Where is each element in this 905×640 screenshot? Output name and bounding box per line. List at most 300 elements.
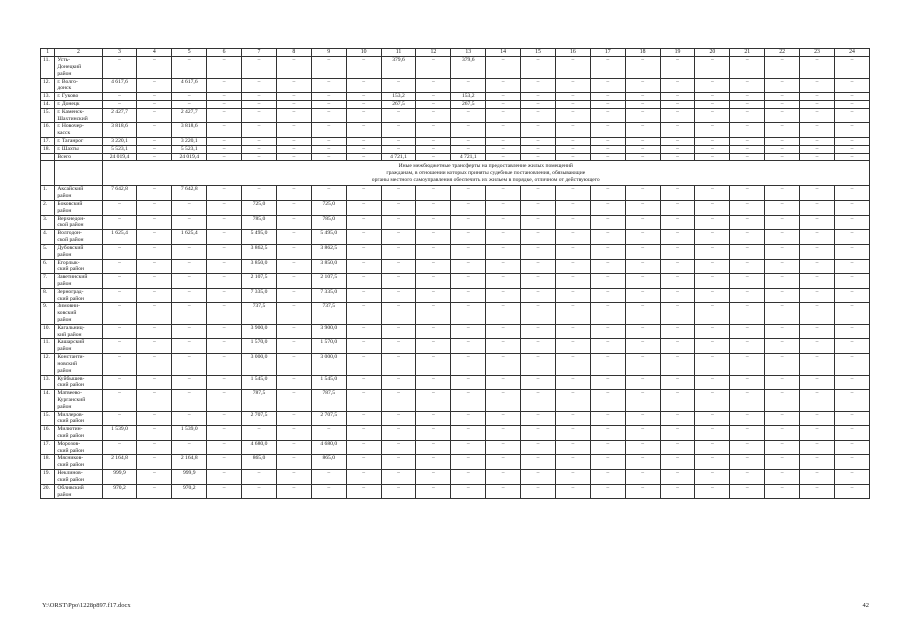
row-number: 6. — [41, 259, 55, 274]
empty-value-cell: – — [416, 324, 451, 339]
empty-value-cell: – — [800, 411, 835, 426]
empty-value-cell: – — [346, 244, 381, 259]
value-cell: 999,9 — [172, 470, 207, 485]
empty-value-cell: – — [346, 484, 381, 499]
empty-value-cell: – — [660, 288, 695, 303]
column-number: 9 — [311, 49, 346, 57]
column-number: 22 — [765, 49, 800, 57]
empty-value-cell: – — [276, 426, 311, 441]
empty-value-cell: – — [834, 201, 869, 216]
empty-value-cell: – — [276, 303, 311, 324]
municipality-name: г. Таганрог — [55, 138, 102, 146]
empty-value-cell: – — [137, 426, 172, 441]
empty-value-cell: – — [590, 354, 625, 375]
empty-value-cell: – — [416, 186, 451, 201]
empty-value-cell: – — [730, 426, 765, 441]
value-cell: 5 523,1 — [102, 145, 137, 153]
empty-value-cell: – — [625, 354, 660, 375]
value-cell: – — [381, 108, 416, 123]
empty-value-cell: – — [695, 324, 730, 339]
value-cell: – — [381, 339, 416, 354]
row-number: 15. — [41, 108, 55, 123]
empty-value-cell: – — [416, 57, 451, 78]
empty-value-cell: – — [276, 259, 311, 274]
value-cell: – — [102, 440, 137, 455]
empty-value-cell: – — [800, 484, 835, 499]
empty-value-cell: – — [834, 411, 869, 426]
value-cell: – — [172, 215, 207, 230]
empty-value-cell: – — [695, 215, 730, 230]
value-cell: – — [102, 288, 137, 303]
table-row — [41, 484, 870, 499]
empty-value-cell: – — [695, 93, 730, 101]
empty-value-cell: – — [730, 230, 765, 245]
empty-value-cell: – — [416, 138, 451, 146]
municipality-name: г. Донецк — [55, 100, 102, 108]
empty-value-cell: – — [660, 303, 695, 324]
column-number: 4 — [137, 49, 172, 57]
table-row — [41, 244, 870, 259]
empty-value-cell: – — [521, 230, 556, 245]
value-cell: – — [102, 93, 137, 101]
empty-value-cell: – — [660, 123, 695, 138]
value-cell: – — [311, 484, 346, 499]
column-number: 10 — [346, 49, 381, 57]
empty-value-cell: – — [346, 123, 381, 138]
empty-value-cell: – — [486, 201, 521, 216]
value-cell: 7 335,0 — [242, 288, 277, 303]
value-cell: – — [242, 145, 277, 153]
value-cell: – — [381, 230, 416, 245]
empty-value-cell: – — [137, 215, 172, 230]
empty-value-cell: – — [834, 123, 869, 138]
table-row — [41, 259, 870, 274]
value-cell: 1 545,0 — [311, 375, 346, 390]
empty-value-cell: – — [486, 153, 521, 161]
value-cell: – — [311, 78, 346, 93]
municipality-name: г. Каменск- Шахтинский — [55, 108, 102, 123]
value-cell: 737,5 — [311, 303, 346, 324]
value-cell: – — [102, 339, 137, 354]
municipality-name: Кашарский район — [55, 339, 102, 354]
empty-value-cell: – — [346, 288, 381, 303]
value-cell: 865,0 — [311, 455, 346, 470]
empty-value-cell: – — [207, 324, 242, 339]
empty-value-cell: – — [276, 440, 311, 455]
empty-value-cell: – — [346, 201, 381, 216]
empty-value-cell: – — [416, 215, 451, 230]
value-cell: – — [172, 274, 207, 289]
empty-value-cell: – — [695, 288, 730, 303]
empty-value-cell: – — [730, 390, 765, 411]
empty-value-cell: – — [137, 100, 172, 108]
municipality-name: Заветинский район — [55, 274, 102, 289]
empty-value-cell: – — [486, 145, 521, 153]
empty-value-cell: – — [276, 484, 311, 499]
row-number: 14. — [41, 390, 55, 411]
empty-value-cell: – — [695, 138, 730, 146]
value-cell: – — [381, 145, 416, 153]
value-cell: – — [242, 153, 277, 161]
empty-value-cell: – — [765, 411, 800, 426]
value-cell: – — [242, 123, 277, 138]
empty-value-cell: – — [416, 100, 451, 108]
empty-value-cell: – — [625, 455, 660, 470]
empty-value-cell: – — [590, 108, 625, 123]
municipality-name: г. Гуково — [55, 93, 102, 101]
empty-value-cell: – — [276, 288, 311, 303]
value-cell: – — [451, 324, 486, 339]
value-cell: – — [381, 484, 416, 499]
empty-value-cell: – — [730, 57, 765, 78]
empty-value-cell: – — [834, 108, 869, 123]
empty-value-cell: – — [765, 108, 800, 123]
empty-value-cell: – — [625, 324, 660, 339]
empty-value-cell: – — [660, 411, 695, 426]
value-cell: 3 850,0 — [311, 259, 346, 274]
value-cell: – — [451, 215, 486, 230]
empty-value-cell: – — [590, 186, 625, 201]
empty-value-cell: – — [137, 138, 172, 146]
row-number: 18. — [41, 145, 55, 153]
municipality-name: Зимовни- ковский район — [55, 303, 102, 324]
value-cell: 787,5 — [242, 390, 277, 411]
empty-value-cell: – — [276, 470, 311, 485]
row-number: 9. — [41, 303, 55, 324]
empty-value-cell: – — [207, 153, 242, 161]
empty-value-cell: – — [416, 470, 451, 485]
empty-value-cell: – — [555, 303, 590, 324]
empty-value-cell: – — [800, 108, 835, 123]
empty-value-cell: – — [834, 354, 869, 375]
value-cell: 2 707,5 — [242, 411, 277, 426]
value-cell: 2 107,5 — [311, 274, 346, 289]
row-number: 10. — [41, 324, 55, 339]
empty-value-cell: – — [660, 230, 695, 245]
empty-value-cell: – — [346, 375, 381, 390]
empty-value-cell: – — [207, 186, 242, 201]
empty-value-cell: – — [276, 244, 311, 259]
empty-value-cell: – — [834, 339, 869, 354]
empty-value-cell: – — [730, 274, 765, 289]
empty-value-cell: – — [137, 339, 172, 354]
row-number: 15. — [41, 411, 55, 426]
empty-value-cell: – — [276, 100, 311, 108]
municipality-name: г. Шахты — [55, 145, 102, 153]
empty-value-cell: – — [800, 303, 835, 324]
empty-value-cell: – — [416, 440, 451, 455]
row-number: 11. — [41, 339, 55, 354]
empty-value-cell: – — [765, 201, 800, 216]
empty-value-cell: – — [834, 244, 869, 259]
table-row — [41, 455, 870, 470]
empty-value-cell: – — [800, 215, 835, 230]
empty-value-cell: – — [207, 440, 242, 455]
table-row — [41, 324, 870, 339]
value-cell: – — [451, 78, 486, 93]
empty-value-cell: – — [555, 153, 590, 161]
empty-value-cell: – — [695, 303, 730, 324]
empty-value-cell: – — [346, 215, 381, 230]
empty-value-cell: – — [625, 186, 660, 201]
empty-value-cell: – — [555, 259, 590, 274]
empty-value-cell: – — [730, 123, 765, 138]
empty-value-cell: – — [590, 78, 625, 93]
value-cell: – — [311, 93, 346, 101]
empty-value-cell: – — [625, 440, 660, 455]
column-number-row — [41, 49, 870, 57]
municipality-name: Аксайский район — [55, 186, 102, 201]
empty-value-cell: – — [137, 230, 172, 245]
value-cell: – — [172, 288, 207, 303]
empty-value-cell: – — [590, 484, 625, 499]
empty-value-cell: – — [765, 186, 800, 201]
value-cell: – — [172, 354, 207, 375]
empty-value-cell: – — [276, 375, 311, 390]
empty-value-cell: – — [695, 455, 730, 470]
table-row — [41, 411, 870, 426]
value-cell: – — [242, 470, 277, 485]
value-cell: – — [172, 390, 207, 411]
row-number: 19. — [41, 470, 55, 485]
empty-value-cell: – — [660, 470, 695, 485]
value-cell: 267,5 — [451, 100, 486, 108]
empty-value-cell: – — [276, 390, 311, 411]
value-cell: – — [172, 201, 207, 216]
empty-value-cell: – — [625, 57, 660, 78]
value-cell: – — [451, 230, 486, 245]
empty-value-cell: – — [695, 259, 730, 274]
empty-value-cell: – — [730, 78, 765, 93]
empty-value-cell: – — [834, 324, 869, 339]
empty-value-cell: – — [590, 455, 625, 470]
empty-value-cell: – — [137, 411, 172, 426]
empty-value-cell: – — [625, 288, 660, 303]
empty-value-cell: – — [730, 455, 765, 470]
empty-value-cell: – — [486, 186, 521, 201]
empty-value-cell: – — [207, 390, 242, 411]
row-number: 5. — [41, 244, 55, 259]
empty-value-cell: – — [834, 274, 869, 289]
empty-value-cell: – — [486, 100, 521, 108]
empty-value-cell: – — [765, 78, 800, 93]
value-cell: – — [451, 354, 486, 375]
empty-value-cell: – — [521, 244, 556, 259]
value-cell: – — [172, 100, 207, 108]
value-cell: 153,2 — [381, 93, 416, 101]
value-cell: – — [381, 455, 416, 470]
value-cell: – — [381, 375, 416, 390]
municipality-name: Верхнедон- ской район — [55, 215, 102, 230]
value-cell: – — [311, 123, 346, 138]
empty-value-cell: – — [555, 244, 590, 259]
empty-value-cell: – — [555, 375, 590, 390]
empty-value-cell: – — [834, 455, 869, 470]
row-number: 12. — [41, 354, 55, 375]
empty-value-cell: – — [521, 215, 556, 230]
value-cell: – — [451, 244, 486, 259]
empty-value-cell: – — [590, 470, 625, 485]
value-cell: – — [381, 303, 416, 324]
empty-value-cell: – — [800, 390, 835, 411]
empty-value-cell: – — [730, 93, 765, 101]
empty-value-cell: – — [590, 123, 625, 138]
empty-value-cell: – — [276, 145, 311, 153]
empty-value-cell: – — [800, 230, 835, 245]
empty-value-cell: – — [800, 201, 835, 216]
empty-value-cell: – — [416, 426, 451, 441]
empty-value-cell: – — [521, 186, 556, 201]
empty-value-cell: – — [800, 78, 835, 93]
empty-value-cell: – — [137, 57, 172, 78]
value-cell: – — [451, 426, 486, 441]
value-cell: – — [311, 153, 346, 161]
empty-value-cell: – — [207, 100, 242, 108]
municipality-name: г. Новочер- касск — [55, 123, 102, 138]
column-number: 13 — [451, 49, 486, 57]
value-cell: – — [451, 470, 486, 485]
municipality-name: Милютин- ский район — [55, 426, 102, 441]
value-cell: 785,0 — [311, 215, 346, 230]
empty-value-cell: – — [521, 78, 556, 93]
value-cell: – — [381, 259, 416, 274]
empty-value-cell: – — [590, 274, 625, 289]
value-cell: – — [381, 440, 416, 455]
municipality-name: Дубовский район — [55, 244, 102, 259]
empty-value-cell: – — [765, 440, 800, 455]
empty-value-cell: – — [555, 440, 590, 455]
empty-value-cell: – — [625, 230, 660, 245]
empty-value-cell: – — [486, 274, 521, 289]
empty-value-cell: – — [207, 274, 242, 289]
empty-value-cell: – — [207, 303, 242, 324]
empty-value-cell: – — [765, 123, 800, 138]
value-cell: 4 617,6 — [102, 78, 137, 93]
empty-value-cell: – — [695, 100, 730, 108]
value-cell: 2 427,7 — [172, 108, 207, 123]
empty-value-cell: – — [346, 259, 381, 274]
empty-value-cell: – — [660, 78, 695, 93]
row-number: 20. — [41, 484, 55, 499]
empty-value-cell: – — [416, 354, 451, 375]
empty-value-cell: – — [416, 303, 451, 324]
empty-value-cell: – — [486, 470, 521, 485]
empty-value-cell: – — [660, 138, 695, 146]
empty-value-cell: – — [695, 145, 730, 153]
empty-value-cell: – — [555, 455, 590, 470]
value-cell: – — [242, 57, 277, 78]
table-row — [41, 145, 870, 153]
empty-value-cell: – — [276, 138, 311, 146]
empty-value-cell: – — [625, 470, 660, 485]
empty-value-cell: – — [765, 354, 800, 375]
empty-value-cell: – — [695, 201, 730, 216]
empty-value-cell: – — [800, 426, 835, 441]
empty-value-cell: – — [486, 484, 521, 499]
empty-value-cell: – — [137, 259, 172, 274]
municipality-name: Неклинов- ский район — [55, 470, 102, 485]
value-cell: – — [172, 244, 207, 259]
value-cell: – — [381, 138, 416, 146]
empty-value-cell: – — [590, 57, 625, 78]
empty-value-cell: – — [800, 123, 835, 138]
value-cell: 7 642,8 — [102, 186, 137, 201]
empty-value-cell: – — [800, 186, 835, 201]
empty-value-cell: – — [137, 354, 172, 375]
empty-value-cell: – — [765, 455, 800, 470]
empty-value-cell: – — [660, 339, 695, 354]
municipality-name: Куйбышев- ский район — [55, 375, 102, 390]
empty-value-cell: – — [521, 390, 556, 411]
empty-value-cell: – — [346, 339, 381, 354]
empty-value-cell: – — [834, 153, 869, 161]
empty-value-cell: – — [660, 274, 695, 289]
empty-value-cell: – — [590, 288, 625, 303]
empty-value-cell: – — [555, 215, 590, 230]
value-cell: 2 427,7 — [102, 108, 137, 123]
empty-value-cell: – — [555, 324, 590, 339]
empty-value-cell: – — [521, 201, 556, 216]
value-cell: – — [451, 288, 486, 303]
empty-value-cell: – — [416, 375, 451, 390]
empty-value-cell: – — [730, 484, 765, 499]
value-cell: – — [172, 259, 207, 274]
municipality-name: Егорлык- ский район — [55, 259, 102, 274]
empty-value-cell: – — [486, 123, 521, 138]
empty-value-cell: – — [555, 138, 590, 146]
empty-value-cell: – — [486, 215, 521, 230]
empty-value-cell: – — [660, 244, 695, 259]
municipality-name: Обливский район — [55, 484, 102, 499]
empty-value-cell: – — [730, 411, 765, 426]
value-cell: 3 850,0 — [242, 259, 277, 274]
empty-value-cell: – — [555, 108, 590, 123]
empty-value-cell: – — [207, 123, 242, 138]
empty-value-cell: – — [207, 375, 242, 390]
budget-table — [40, 48, 870, 499]
empty-value-cell: – — [834, 100, 869, 108]
value-cell: – — [381, 78, 416, 93]
table-row — [41, 201, 870, 216]
empty-value-cell: – — [590, 201, 625, 216]
empty-value-cell: – — [765, 274, 800, 289]
empty-value-cell: – — [137, 186, 172, 201]
row-number: 13. — [41, 375, 55, 390]
empty-value-cell: – — [695, 108, 730, 123]
empty-value-cell: – — [521, 259, 556, 274]
empty-value-cell: – — [625, 339, 660, 354]
empty-value-cell: – — [800, 354, 835, 375]
municipality-name: Усть- Донецкий район — [55, 57, 102, 78]
empty-value-cell: – — [730, 100, 765, 108]
empty-value-cell: – — [834, 470, 869, 485]
value-cell: – — [172, 303, 207, 324]
value-cell: – — [102, 201, 137, 216]
empty-value-cell: – — [730, 138, 765, 146]
empty-value-cell: – — [521, 145, 556, 153]
empty-value-cell: – — [730, 259, 765, 274]
empty-value-cell: – — [137, 145, 172, 153]
empty-value-cell: – — [765, 100, 800, 108]
empty-value-cell: – — [346, 186, 381, 201]
empty-value-cell: – — [625, 274, 660, 289]
empty-value-cell: – — [137, 375, 172, 390]
empty-value-cell: – — [660, 108, 695, 123]
empty-value-cell: – — [346, 57, 381, 78]
empty-value-cell: – — [834, 93, 869, 101]
row-number: 17. — [41, 440, 55, 455]
empty-value-cell: – — [555, 100, 590, 108]
